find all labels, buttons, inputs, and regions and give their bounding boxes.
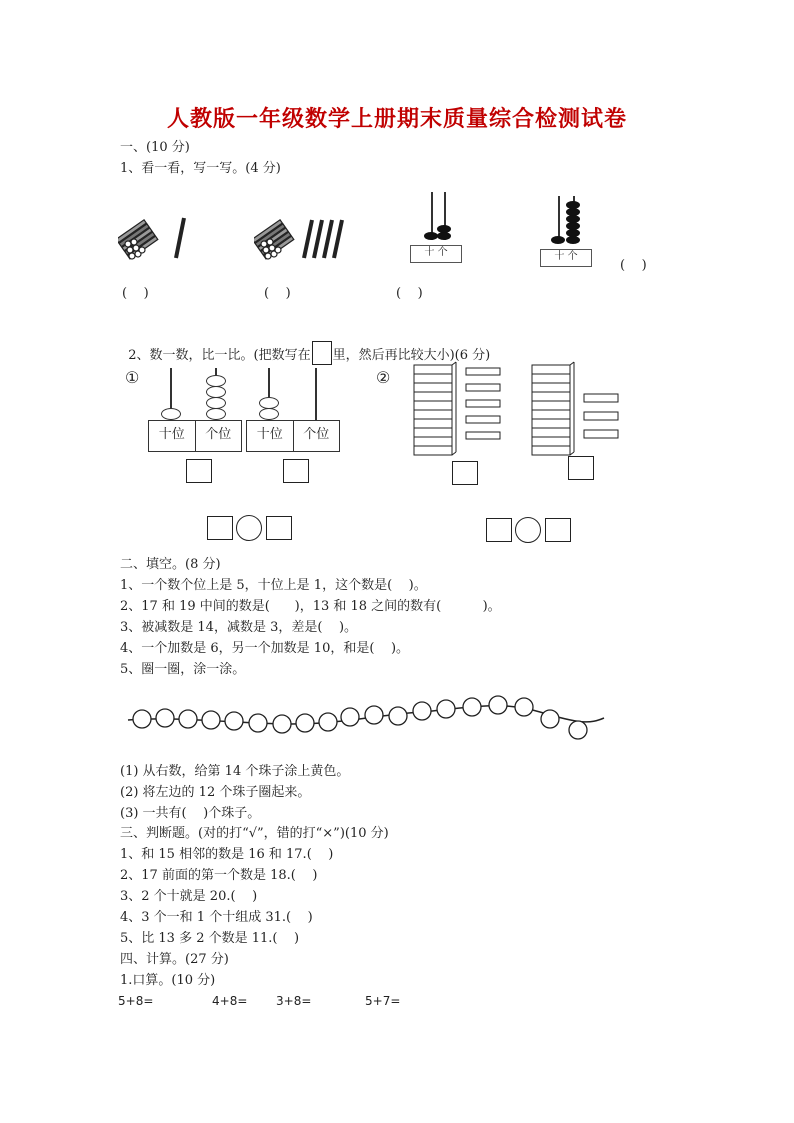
bead-sub-1: (1) 从右数，给第 14 个珠子涂上黄色。 [120,764,350,779]
bead [206,375,226,387]
bead-sub-3: (3) 一共有( )个珠子。 [120,806,261,821]
abacus2-label-box: 十 个 [540,249,592,267]
answer-square[interactable] [186,459,212,483]
section3-heading: 三、判断题。(对的打“√”，错的打“×”)(10 分) [120,826,389,841]
page-title: 人教版一年级数学上册期末质量综合检测试卷 [166,107,627,132]
fill-item-5: 5、圈一圈，涂一涂。 [120,662,246,677]
fill-item-4: 4、一个加数是 6，另一个加数是 10，和是( )。 [120,641,410,656]
abacus1-bead [437,225,451,233]
abacus2-bead [566,215,580,223]
bead [206,408,226,420]
answer-blank-4[interactable]: ( ) [620,258,647,273]
abacus1-bead [437,232,451,240]
abacus2-bead [566,236,580,244]
q2-text-before: 2、数一数，比一比。(把数写在 [128,348,311,363]
calc-problem-4: 5+7= [365,994,401,1008]
calc-problem-2: 4+8= [212,994,248,1008]
judge-item-4: 4、3 个一和 1 个十组成 31.( ) [120,910,313,925]
tens-label: 十位 [256,427,283,442]
inline-square [312,341,332,365]
judge-item-2: 2、17 前面的第一个数是 18.( ) [120,868,318,883]
bead-string [120,690,610,750]
fill-item-2: 2、17 和 19 中间的数是( )，13 和 18 之间的数有( )。 [120,599,501,614]
compare-circle[interactable] [236,515,262,541]
big-abacus2-ones-rod [315,368,317,420]
compare-square-left[interactable] [486,518,512,542]
fill-item-1: 1、一个数个位上是 5，十位上是 1，这个数是( )。 [120,578,427,593]
bead-sub-2: (2) 将左边的 12 个珠子圈起来。 [120,785,311,800]
abacus2-bead [566,222,580,230]
answer-square[interactable] [283,459,309,483]
abacus-frame-2 [246,420,340,452]
answer-blank-1[interactable]: ( ) [122,286,149,301]
abacus2-bead [566,208,580,216]
calc-problem-3: 3+8= [276,994,312,1008]
ones-label: 个位 [195,421,242,451]
section4-sub: 1.口算。(10 分) [120,973,216,988]
abacus1-label-box: 十 个 [410,245,462,263]
blocks-figure [410,360,630,460]
compare-circle[interactable] [515,517,541,543]
q1-text: 1、看一看，写一写。(4 分) [120,161,281,176]
judge-item-3: 3、2 个十就是 20.( ) [120,889,258,904]
bead [206,386,226,398]
bundle-image-1 [118,210,198,270]
bead [259,397,279,409]
bead [259,408,279,420]
bead [206,397,226,409]
fill-item-3: 3、被减数是 14，减数是 3，差是( )。 [120,620,358,635]
judge-item-1: 1、和 15 相邻的数是 16 和 17.( ) [120,847,334,862]
abacus2-bead [566,201,580,209]
answer-square[interactable] [452,461,478,485]
q2-text [120,325,490,365]
marker-2: ② [376,368,391,387]
compare-square-right[interactable] [545,518,571,542]
q2-text-after: 里，然后再比较大小)(6 分) [332,348,491,363]
compare-square-right[interactable] [266,516,292,540]
abacus-frame-1 [148,420,242,452]
calc-problem-1: 5+8= [118,994,154,1008]
abacus2-bead [551,236,565,244]
answer-blank-3[interactable]: ( ) [396,286,423,301]
section1-heading: 一、(10 分) [120,140,190,155]
ones-label: 个位 [293,421,340,451]
judge-item-5: 5、比 13 多 2 个数是 11.( ) [120,931,300,946]
answer-square[interactable] [568,456,594,480]
abacus2-bead [566,229,580,237]
bead [161,408,181,420]
marker-1: ① [125,368,140,387]
section4-heading: 四、计算。(27 分) [120,952,229,967]
tens-label: 十位 [158,427,185,442]
bundle-image-2 [254,210,354,270]
compare-square-left[interactable] [207,516,233,540]
section2-heading: 二、填空。(8 分) [120,557,221,572]
abacus1-bead [424,232,438,240]
answer-blank-2[interactable]: ( ) [264,286,291,301]
